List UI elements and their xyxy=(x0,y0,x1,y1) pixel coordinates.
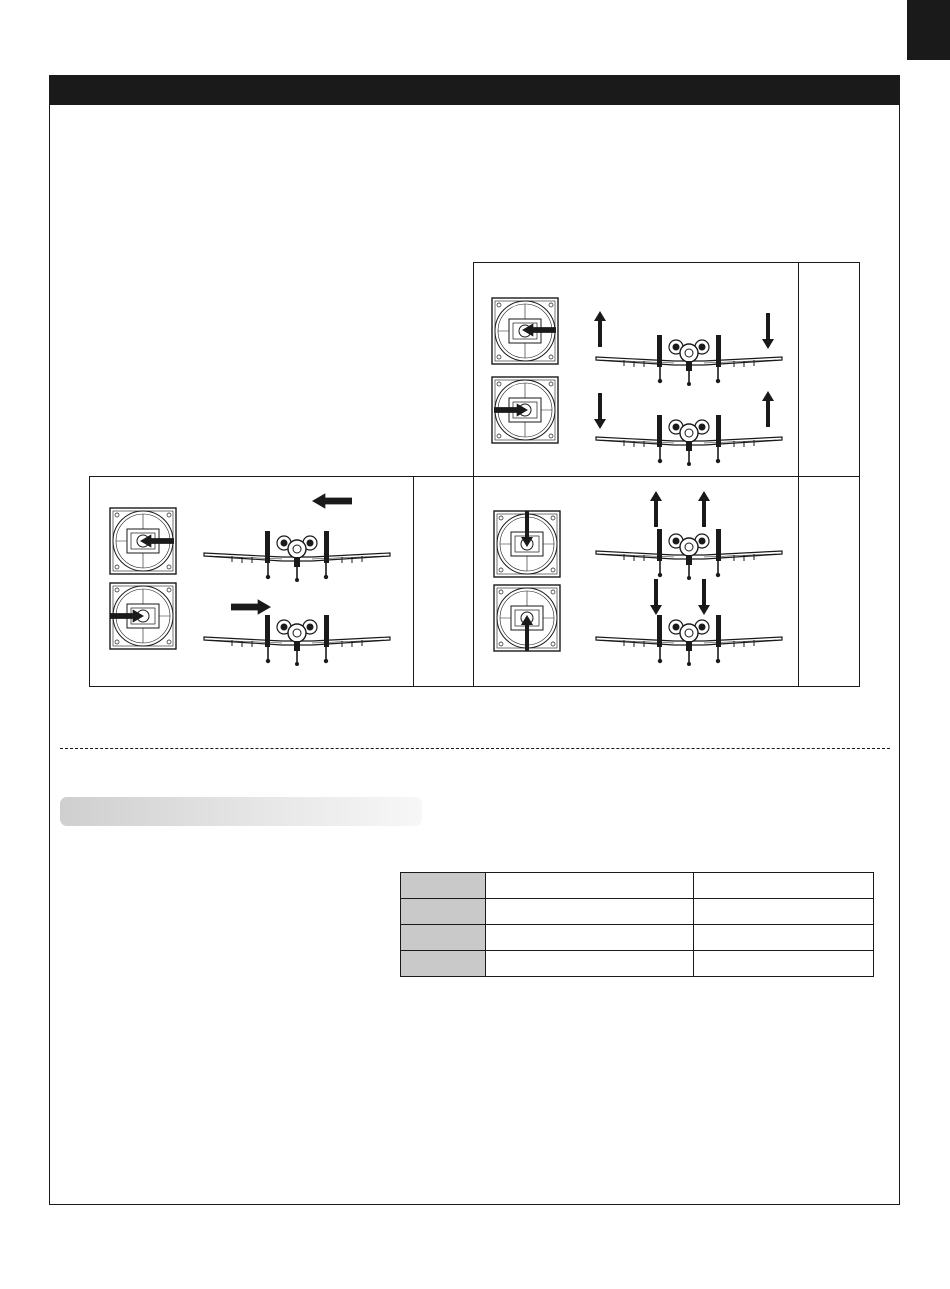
section-title-pill xyxy=(60,797,422,826)
arrow-right-icon xyxy=(110,609,144,623)
arrow-down-icon xyxy=(650,579,662,615)
section-header-bar xyxy=(50,76,899,105)
spec-table xyxy=(400,872,874,977)
aircraft-front-view-icon xyxy=(202,529,392,583)
cut-line-divider xyxy=(60,748,890,749)
arrow-left-icon xyxy=(312,493,352,509)
table-key-cell xyxy=(401,873,486,899)
aircraft-front-view-icon xyxy=(594,527,784,581)
table-key-cell xyxy=(401,899,486,925)
arrow-down-icon xyxy=(521,511,533,547)
arrow-down-icon xyxy=(762,313,774,349)
table-cell xyxy=(486,951,694,977)
table-cell xyxy=(486,873,694,899)
arrow-up-icon xyxy=(762,391,774,427)
aircraft-front-view-icon xyxy=(594,333,784,387)
table-row xyxy=(401,873,874,899)
chapter-tab xyxy=(907,0,950,60)
arrow-left-icon xyxy=(522,323,556,337)
aircraft-front-view-icon xyxy=(202,613,392,667)
aircraft-front-view-icon xyxy=(594,413,784,467)
table-row xyxy=(401,899,874,925)
arrow-left-icon xyxy=(140,534,174,548)
rudder-diagram-panel xyxy=(89,476,474,687)
aircraft-front-view-icon xyxy=(594,613,784,667)
arrow-up-icon xyxy=(650,491,662,527)
arrow-up-icon xyxy=(521,615,533,651)
arrow-up-icon xyxy=(698,491,710,527)
table-cell xyxy=(694,951,874,977)
table-cell xyxy=(486,925,694,951)
table-row xyxy=(401,951,874,977)
table-cell xyxy=(694,873,874,899)
arrow-down-icon xyxy=(594,393,606,429)
arrow-up-icon xyxy=(594,311,606,347)
elevator-diagram-panel xyxy=(473,476,860,687)
table-key-cell xyxy=(401,925,486,951)
table-key-cell xyxy=(401,951,486,977)
table-row xyxy=(401,925,874,951)
table-cell xyxy=(486,899,694,925)
arrow-down-icon xyxy=(698,579,710,615)
arrow-right-icon xyxy=(494,403,528,417)
aileron-diagram-panel xyxy=(473,262,860,477)
table-cell xyxy=(694,925,874,951)
table-cell xyxy=(694,899,874,925)
